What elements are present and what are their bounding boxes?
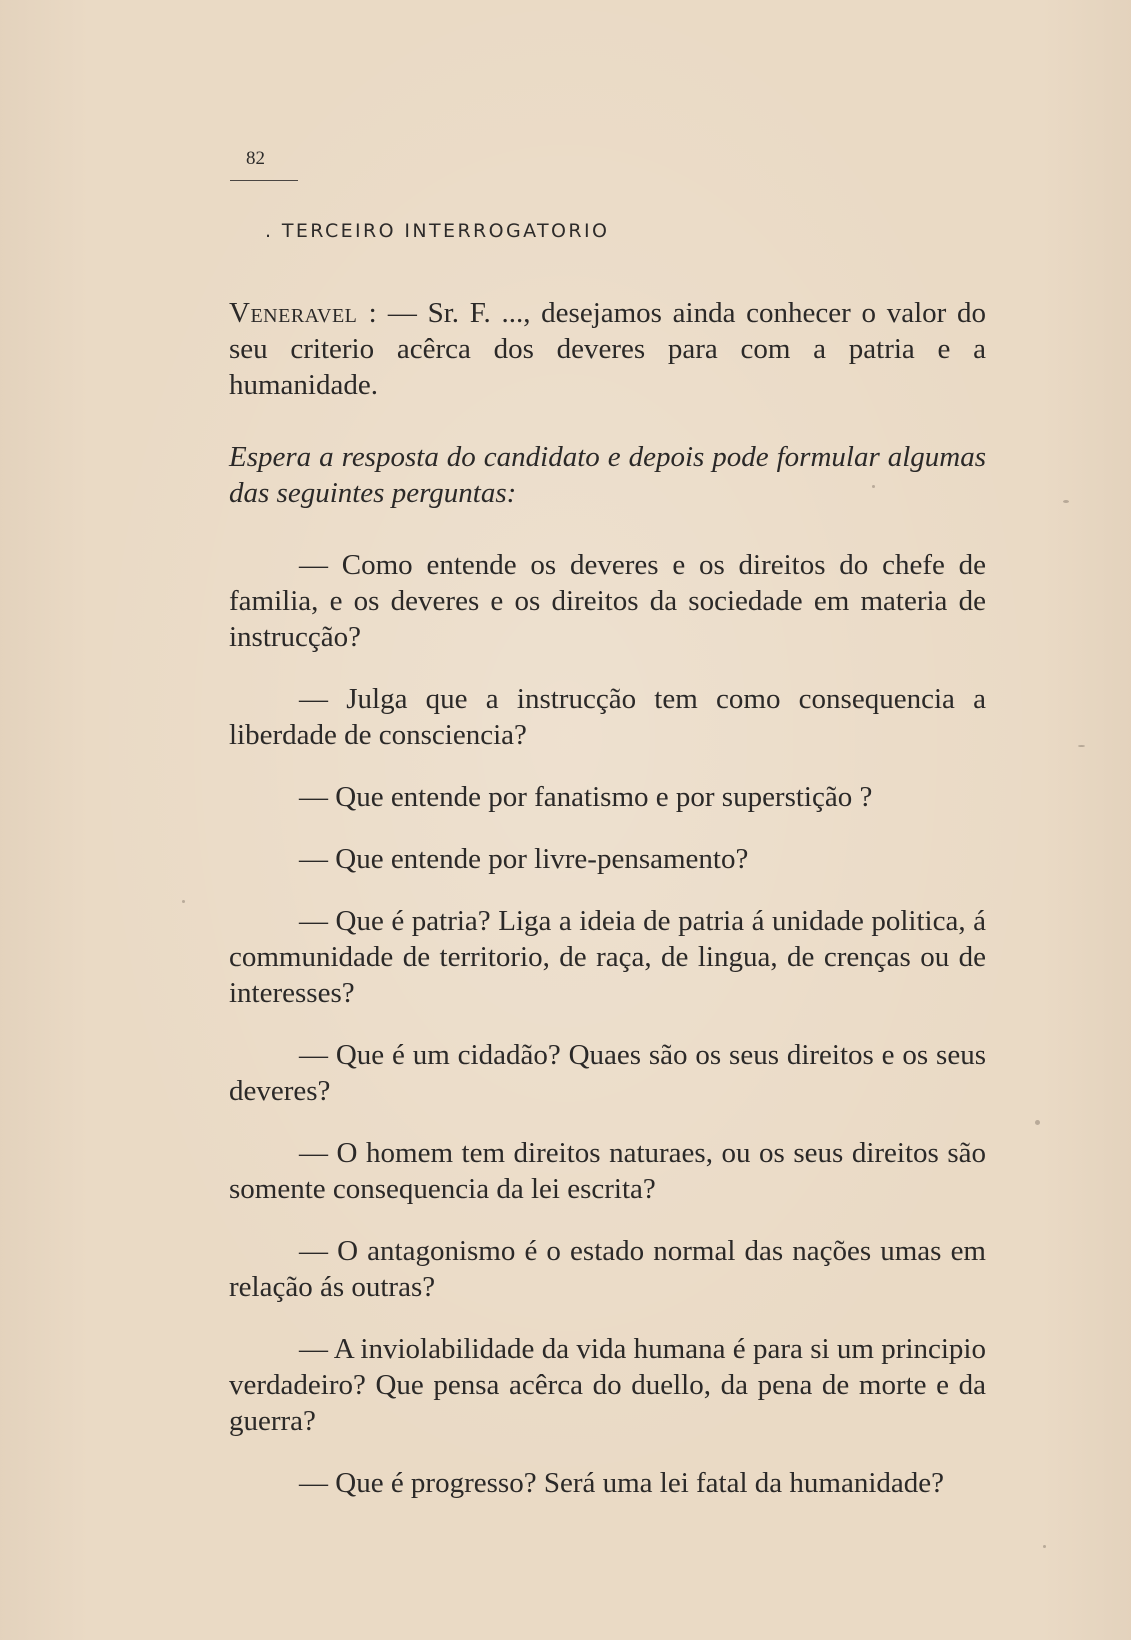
question-9: — A inviolabilidade da vida humana é para si um principio verdadeiro? Que pensa acêrca do duello, da pena de morte e da guerra? bbox=[229, 1333, 986, 1437]
paper-speck bbox=[1063, 500, 1069, 503]
question-3: — Que entende por fanatismo e por superstição ? bbox=[299, 781, 873, 813]
running-head: . TERCEIRO INTERROGATORIO bbox=[265, 220, 610, 242]
paper-speck bbox=[1035, 1120, 1040, 1125]
question-10: — Que é progresso? Será uma lei fatal da humanidade? bbox=[299, 1467, 944, 1499]
question-8: — O antagonismo é o estado normal das nações umas em relação ás outras? bbox=[229, 1235, 986, 1303]
question-4: — Que entende por livre-pensamento? bbox=[299, 843, 749, 875]
paper-speck bbox=[1043, 1545, 1046, 1548]
question-6: — Que é um cidadão? Quaes são os seus direitos e os seus deveres? bbox=[229, 1039, 986, 1107]
intro-text: — Sr. F. ..., desejamos ainda conhecer o valor do seu criterio acêrca dos deveres para com a patria e a humanidade. bbox=[229, 297, 986, 401]
speaker-name: Veneravel : bbox=[229, 297, 378, 329]
page-number: 82 bbox=[246, 148, 265, 169]
instruction-text: Espera a resposta do candidato e depois pode formular algumas das seguintes perguntas: bbox=[229, 441, 986, 509]
page-number-rule bbox=[230, 180, 298, 181]
paper-speck bbox=[872, 485, 875, 488]
question-2: — Julga que a instrucção tem como consequencia a liberdade de consciencia? bbox=[229, 683, 986, 751]
paper-speck bbox=[182, 900, 185, 903]
text-column bbox=[229, 295, 986, 1527]
question-5: — Que é patria? Liga a ideia de patria á unidade politica, á communidade de territorio, de raça, de lingua, de crenças ou de interesses? bbox=[229, 905, 986, 1009]
question-7: — O homem tem direitos naturaes, ou os seus direitos são somente consequencia da lei escrita? bbox=[229, 1137, 986, 1205]
question-1: — Como entende os deveres e os direitos do chefe de familia, e os deveres e os direitos da sociedade em materia de instrucção? bbox=[229, 549, 986, 653]
paper-speck bbox=[1078, 745, 1085, 747]
intro-paragraph bbox=[229, 295, 986, 403]
